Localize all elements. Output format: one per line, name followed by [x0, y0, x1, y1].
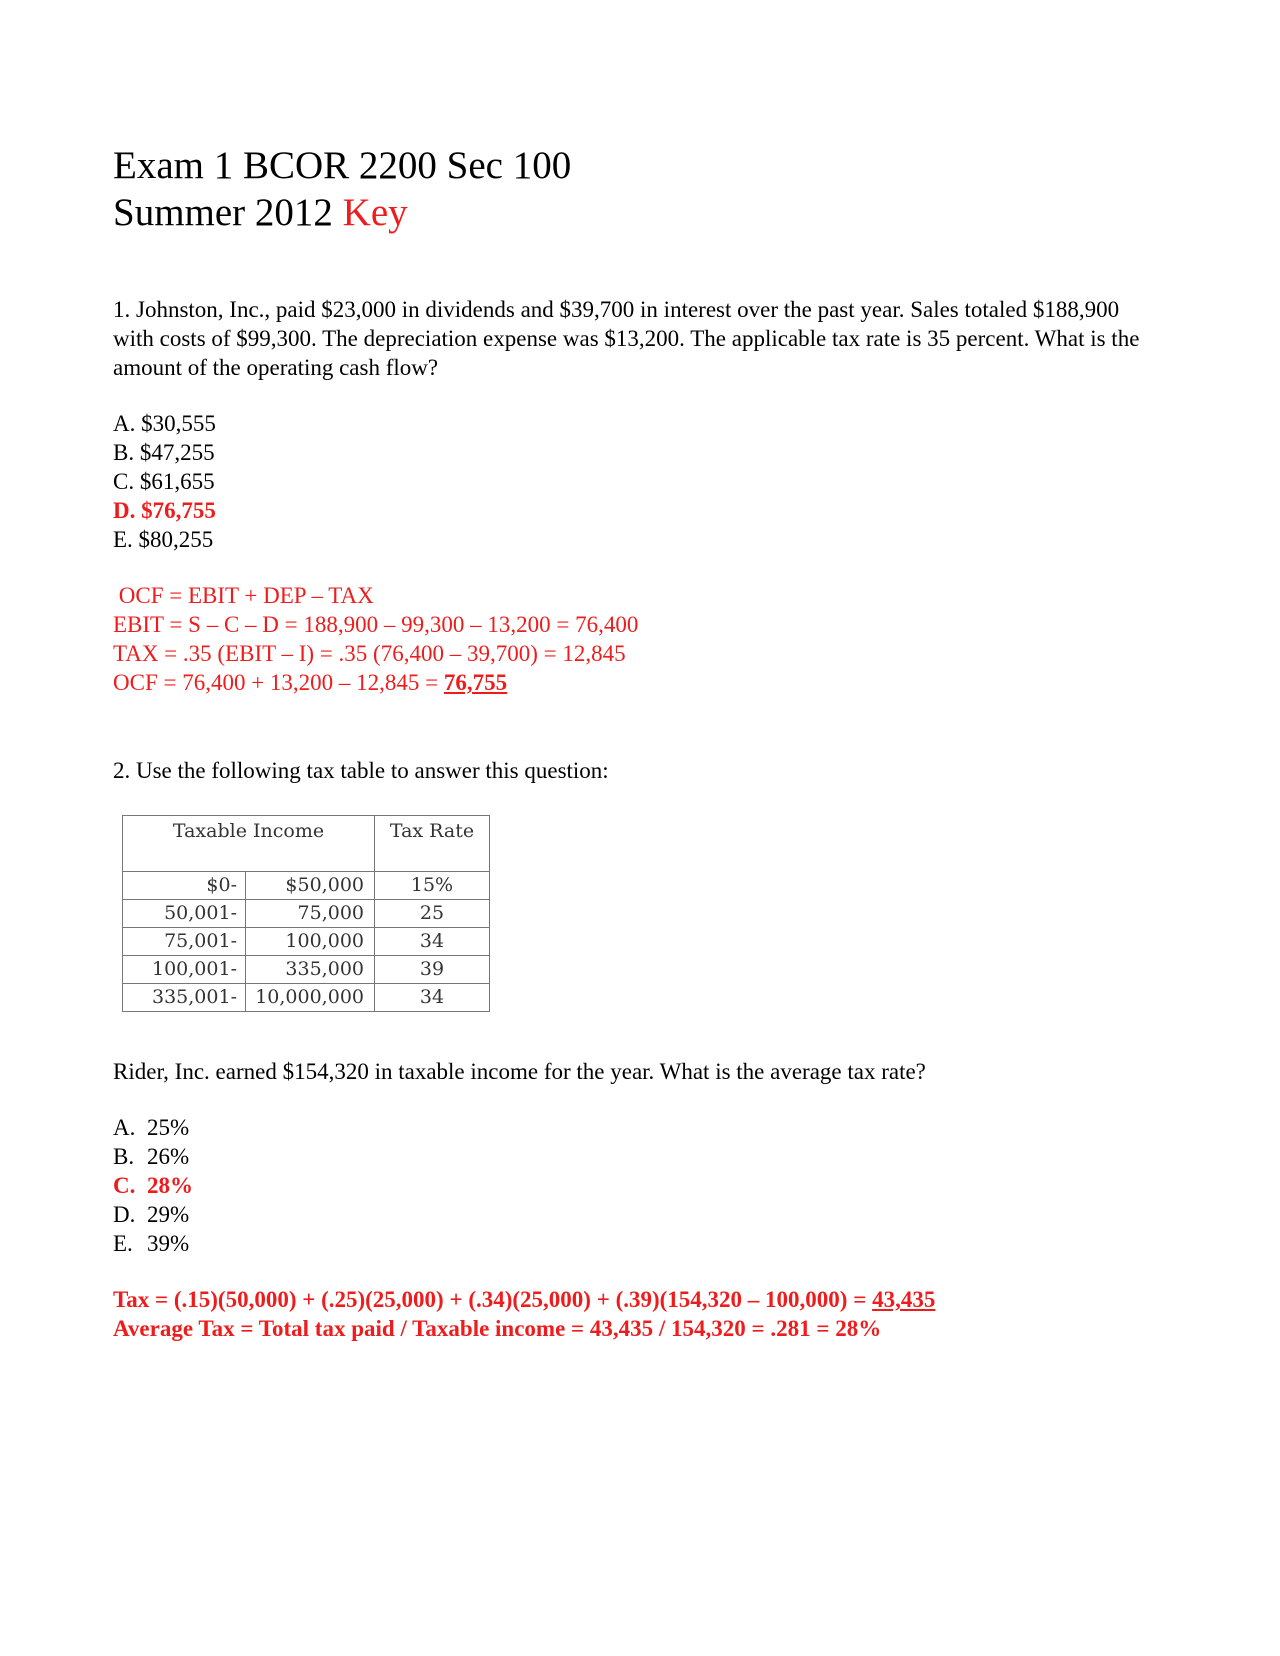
bracket-high: 10,000,000 [246, 984, 375, 1012]
bracket-low: 75,001- [123, 928, 246, 956]
table-row [123, 872, 490, 900]
header-tax-rate: Tax Rate [375, 816, 490, 872]
q1-solution [113, 581, 638, 697]
q2-solution-line-2: Average Tax = Total tax paid / Taxable income = 43,435 / 154,320 = .281 = 28% [113, 1316, 882, 1341]
q2-choice-d [113, 1200, 193, 1229]
q1-solution-line-4-text: OCF = 76,400 + 13,200 – 12,845 = [113, 670, 444, 695]
q1-choices [113, 409, 216, 554]
bracket-rate: 34 [375, 984, 490, 1012]
bracket-rate: 15% [375, 872, 490, 900]
bracket-rate: 34 [375, 928, 490, 956]
bracket-high: $50,000 [246, 872, 375, 900]
bracket-high: 335,000 [246, 956, 375, 984]
q2-choice-e-value: 39% [147, 1231, 190, 1256]
q2-choice-c-letter: C. [113, 1173, 136, 1198]
q1-solution-line-3: TAX = .35 (EBIT – I) = .35 (76,400 – 39,700) = 12,845 [113, 641, 626, 666]
q2-choice-e-letter: E. [113, 1231, 133, 1256]
q1-choice-e: E. $80,255 [113, 527, 214, 552]
q2-choice-b [113, 1142, 193, 1171]
bracket-rate: 39 [375, 956, 490, 984]
table-row [123, 928, 490, 956]
q2-choice-c-correct [113, 1171, 193, 1200]
bracket-low: 50,001- [123, 900, 246, 928]
q1-solution-line-4 [113, 668, 638, 697]
q2-choices [113, 1113, 193, 1258]
q1-choice-b: B. $47,255 [113, 440, 215, 465]
title-line-2 [113, 189, 571, 236]
q2-choice-e [113, 1229, 193, 1258]
table-row [123, 900, 490, 928]
bracket-rate: 25 [375, 900, 490, 928]
q2-solution [113, 1285, 935, 1343]
q2-solution-line-1-text: Tax = (.15)(50,000) + (.25)(25,000) + (.34)(25,000) + (.39)(154,320 – 100,000) = [113, 1287, 873, 1312]
table-row [123, 984, 490, 1012]
q2-choice-d-letter: D. [113, 1202, 136, 1227]
q2-choice-d-value: 29% [147, 1202, 190, 1227]
title-term: Summer 2012 [113, 191, 343, 234]
q2-choice-c-value: 28% [147, 1173, 193, 1198]
q2-choice-b-letter: B. [113, 1144, 135, 1169]
q2-choice-a [113, 1113, 193, 1142]
q2-question: Rider, Inc. earned $154,320 in taxable income for the year. What is the average tax rate? [113, 1059, 926, 1084]
header-taxable-income: Taxable Income [123, 816, 375, 872]
tax-table-header [123, 816, 490, 872]
q1-text: 1. Johnston, Inc., paid $23,000 in dividends and $39,700 in interest over the past year. Sales totaled $188,900 with costs of $99,300. The depreciation expense was $13,200. The applicable tax rate is 35 percent. What is the amount of the operating cash flow? [113, 297, 1140, 380]
bracket-high: 75,000 [246, 900, 375, 928]
q2-solution-tax-answer: 43,435 [872, 1287, 936, 1312]
bracket-high: 100,000 [246, 928, 375, 956]
q1-solution-answer: 76,755 [443, 670, 508, 695]
q1-solution-line-2: EBIT = S – C – D = 188,900 – 99,300 – 13,200 = 76,400 [113, 612, 639, 637]
q1-choice-c: C. $61,655 [113, 469, 215, 494]
title-key-label: Key [342, 191, 408, 234]
bracket-low: 335,001- [123, 984, 246, 1012]
bracket-low: $0- [123, 872, 246, 900]
q2-choice-a-value: 25% [147, 1115, 190, 1140]
q1-choice-d-correct: D. $76,755 [113, 498, 216, 523]
q2-choice-a-letter: A. [113, 1115, 136, 1140]
q2-choice-b-value: 26% [147, 1144, 190, 1169]
q2-intro: 2. Use the following tax table to answer this question: [113, 758, 609, 783]
table-row [123, 956, 490, 984]
tax-table [122, 815, 490, 1012]
title-line-1: Exam 1 BCOR 2200 Sec 100 [113, 144, 572, 187]
q1-solution-line-1: OCF = EBIT + DEP – TAX [113, 583, 374, 608]
q2-solution-line-1 [113, 1285, 935, 1314]
exam-title [113, 142, 571, 236]
bracket-low: 100,001- [123, 956, 246, 984]
q1-choice-a: A. $30,555 [113, 411, 216, 436]
